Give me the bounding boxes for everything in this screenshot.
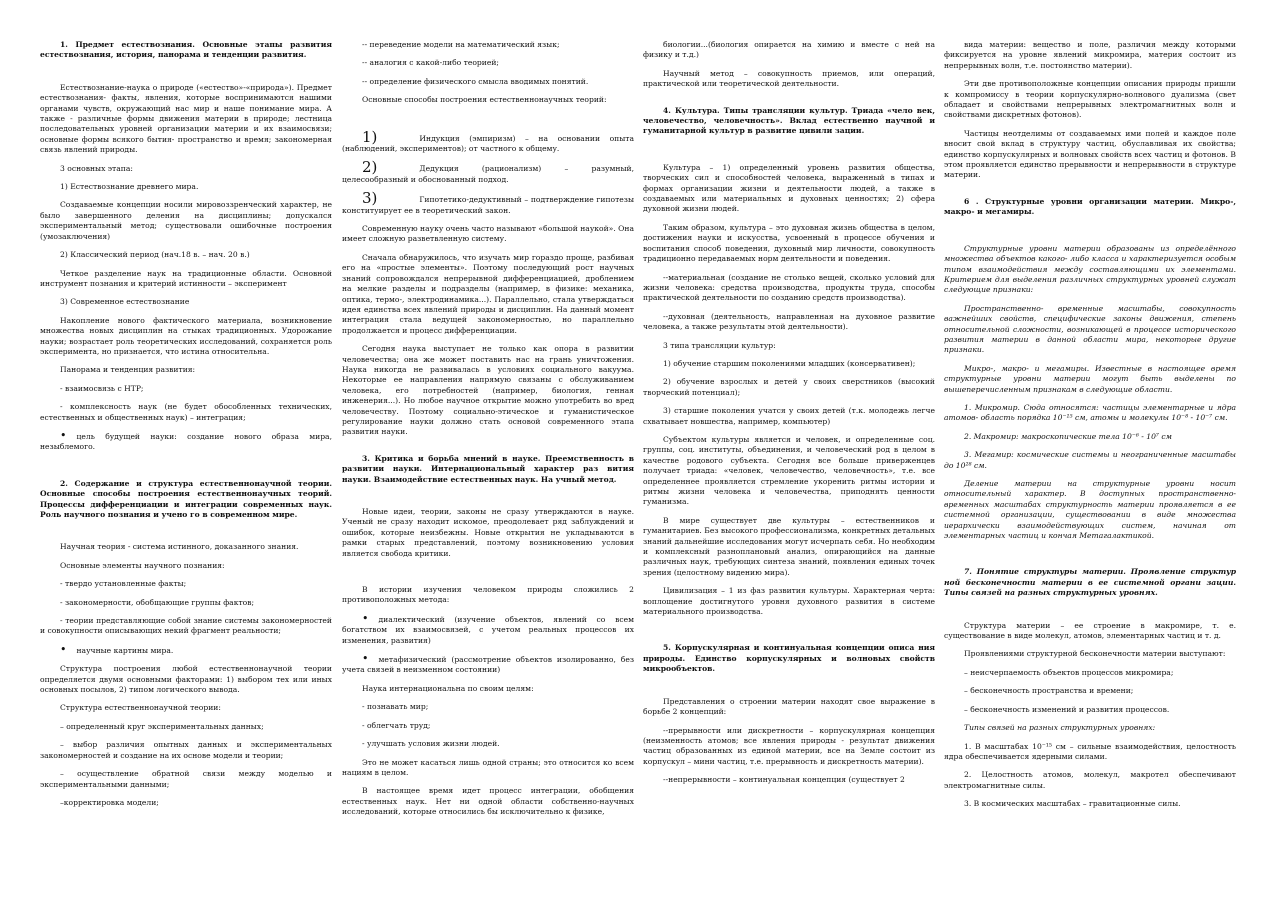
paragraph: Научная теория - система истинного, доказанного знания. bbox=[60, 542, 299, 552]
paragraph: Цивилизация – 1 из фаз развития культуры. Характерная черта: воплощение достигнутого уровня духовного развития в системе материального производства. bbox=[643, 586, 935, 617]
paragraph: Создаваемые концепции носили мировоззренческий характер, не было завершенного деления на дисциплины; допускался экспериментальный метод; существовали ошибочные построения (умозаключения) bbox=[40, 200, 332, 241]
item-text: Индукция (эмпиризм) – на основании опыта (наблюдений, экспериментов); от частного к общему. bbox=[342, 133, 634, 154]
paragraph: Основные элементы научного познания: bbox=[60, 560, 225, 570]
item-number: 2) bbox=[362, 158, 378, 177]
paragraph: --материальная (создание не столько вещей, сколько условий для жизни человека: средства производства, продукты труда, способы практической деятельности по созданию средств производства). bbox=[643, 272, 935, 303]
section-heading: 1. Предмет естествознания. Основные этапы развития естествознания, история, панорама и тенденции развития. bbox=[40, 40, 332, 60]
paragraph: Новые идеи, теории, законы не сразу утверждаются в науке. Ученый не сразу находит искомое, преодолевает ряд заблуждений и ошибок, которые неизбежны. Новые открытия не укладываются в рамки старых представлений, поэтому возникновению условия является свобода критики. bbox=[342, 507, 634, 558]
paragraph: Накопление нового фактического материала, возникновение множества новых дисциплин на стыках традиционных. Удорожание науки; возрастает роль теоретических исследований, сохраняется роль эксперимента, но признается, что истина относительна. bbox=[40, 315, 332, 356]
paragraph: 1) Естествознание древнего мира. bbox=[60, 182, 199, 192]
paragraph: 2. Макромир: макроскопические тела 10⁻⁶ - 10⁷ см bbox=[964, 431, 1172, 441]
item-text: Дедукция (рационализм) – разумный, целесообразный и обоснованный подход. bbox=[342, 164, 634, 184]
paragraph: Современную науку очень часто называют «большой наукой». Она имеет сложную разветвленную систему. bbox=[342, 224, 634, 244]
paragraph: Структура материи – ее строение в макромире, т. е. существование в виде молекул, атомов, элементарных частиц и т. д. bbox=[944, 620, 1236, 641]
paragraph: --прерывности или дискретности – корпускулярная концепция (неизменность атомов; все явления природы - результат движения частиц образованных из единой материи, все на Земле состоит из корпускул – мини частиц, т.е. прерывность и дискретность материи). bbox=[643, 725, 935, 766]
bullet-item: • диалектический (изучение объектов, явлений со всем богатством их взаимосвязей, с учетом реальных процессов их изменения, развития) bbox=[342, 614, 634, 646]
paragraph: 3 основных этапа: bbox=[60, 163, 133, 173]
bullet-item: • метафизический (рассмотрение объектов изолированно, без учета связей в неизменном состоянии) bbox=[342, 654, 634, 676]
paragraph: – бесконечность пространства и времени; bbox=[964, 686, 1134, 696]
paragraph: -- определение физического смысла вводимых понятий. bbox=[362, 76, 589, 86]
paragraph: 3. Мегамир: космические системы и неограниченные масштабы до 10²⁸ см. bbox=[944, 450, 1236, 470]
text-column-3 bbox=[643, 40, 935, 794]
paragraph: 2) Классический период (нач.18 в. – нач. 20 в.) bbox=[60, 250, 250, 260]
section-heading: 4. Культура. Типы трансляции культур. Триада «чело век, человечество, человечность». Вклад естественно научной и гуманитарной культур в развитие цивили зации. bbox=[643, 105, 935, 136]
paragraph: - комплексность наук (не будет обособленных технических, естественных и общественных наук) – интеграция; bbox=[40, 402, 332, 422]
paragraph: Это не может касаться лишь одной страны; это относится ко всем нациям в целом. bbox=[342, 757, 634, 777]
section-heading: 5. Корпускулярная и континуальная концепции описа ния природы. Единство корпускулярных и волновых свойств микрообъектов. bbox=[643, 643, 935, 674]
paragraph: Культура – 1) определенный уровень развития общества, творческих сил и способностей человека, выраженный в типах и формах организации жизни и деятельности людей, а также в создаваемых или материальных и духовных ценностях; 2) сфера духовной жизни людей. bbox=[643, 162, 935, 214]
paragraph: --непрерывности – континуальная концепция (существует 2 bbox=[663, 775, 905, 785]
paragraph: Структура построения любой естественнонаучной теории определяется двумя основными факторами: 1) выбором тех или иных основных посылов, 2) типом логического вывода. bbox=[40, 664, 332, 695]
section-heading: 2. Содержание и структура естественнонаучной теории. Основные способы построения естественнонаучных теорий. Процессы дифференциации и интеграции современных наук. Роль научного познания и учено го в современном мире. bbox=[40, 478, 332, 519]
paragraph: 3) Современное естествознание bbox=[60, 297, 190, 307]
bullet-item: • научные картины мира. bbox=[40, 645, 332, 656]
item-text: Гипотетико-дедуктивный – подтверждение гипотезы конституирует ее в теоретический закон. bbox=[342, 195, 634, 215]
paragraph: 2) обучение взрослых и детей у своих сверстников (высокий творческий потенциал); bbox=[643, 377, 935, 397]
paragraph: Структура естественнонаучной теории: bbox=[60, 703, 221, 713]
paragraph: вида материи: вещество и поле, различия между которыми фиксируется на уровне явлений микромира, материя состоит из непрерывных волн, т.е. постоянство материи). bbox=[944, 40, 1236, 70]
paragraph: – выбор различия опытных данных и экспериментальных закономерностей и создание на их основе модели и теории; bbox=[40, 740, 332, 760]
paragraph: Основные способы построения естественнонаучных теорий: bbox=[362, 95, 607, 105]
paragraph: 3 типа трансляции культур: bbox=[663, 340, 776, 350]
paragraph: Четкое разделение наук на традиционные области. Основной инструмент познания и критерий истинности – эксперимент bbox=[40, 268, 332, 288]
paragraph: -- переведение модели на математический язык; bbox=[362, 40, 560, 49]
text-column-4 bbox=[944, 40, 1236, 818]
paragraph: Сначала обнаружилось, что изучать мир гораздо проще, разбивая его на «простые элементы». Поэтому последующий рост научных знаний сопровождался непрерывной дифференциацией, дроблением на мелкие разделы и подразделы (например, в физике: механика, оптика, термо-, электродинамика...). Параллельно, стала утверждаться идея единства всех явлений природы и дисциплин. На данный момент интеграция стала ведущей закономерностью, но параллельно продолжается и процесс дифференциации. bbox=[342, 252, 634, 335]
section-heading: 7. Понятие структуры материи. Проявление структур ной бесконечности материи в ее системной органи зации. Типы связей на разных структурных уровнях. bbox=[944, 567, 1236, 598]
paragraph: биологии...(биология опирается на химию и вместе с ней на физику и т.д.) bbox=[643, 40, 935, 60]
paragraph: Частицы неотделимы от создаваемых ими полей и каждое поле вносит свой вклад в структуру частиц, обуславливая их свойства; единство корпускулярных и волновых свойств всех частиц и фотонов. В этом проявляется единство прерывности и непрерывности в структуре материи. bbox=[944, 128, 1236, 180]
paragraph: В мире существует две культуры – естественников и гуманитариев. Без высокого профессионализма, конкретных детальных знаний дальнейшие исследования могут исчерпать себя. Но необходим и комплексный разноплановый анализ, опирающийся на данные различных наук, требующих синтеза знаний, появления единых точек зрения (целостному видению мира). bbox=[643, 515, 935, 577]
paragraph: Структурные уровни материи образованы из определённого множества объектов какого- либо класса и характеризуется особым типом взаимодействия между составляющими их элементами. Критерием для выделения различных структурных уровней служат следующие признаки: bbox=[944, 243, 1236, 295]
paragraph: – осуществление обратной связи между моделью и экспериментальными данными; bbox=[40, 769, 332, 789]
paragraph: 1. Микромир. Сюда относятся: частицы элементарные и ядра атомов- область порядка 10⁻¹⁵ см, атомы и молекулы 10⁻⁸ - 10⁻⁷ см. bbox=[944, 402, 1236, 423]
section-heading: 3. Критика и борьба мнений в науке. Преемственность в развитии науки. Интернациональный характер раз вития науки. Взаимодействие естественных наук. На учный метод. bbox=[342, 453, 634, 484]
paragraph: - взаимосвязь с НТР; bbox=[60, 383, 144, 393]
text-column-1 bbox=[40, 40, 332, 816]
paragraph: - закономерности, обобщающие группы фактов; bbox=[60, 597, 255, 607]
section-heading: 6 . Структурные уровни организации материи. Микро-, макро- и мегамиры. bbox=[944, 196, 1236, 217]
paragraph: – неисчерпаемость объектов процессов микромира; bbox=[964, 667, 1174, 677]
paragraph: – бесконечность изменений и развития процессов. bbox=[964, 704, 1170, 714]
paragraph: В настоящее время идет процесс интеграции, обобщения естественных наук. Нет ни одной области собственно-научных исследований, которые относились бы исключительно к физике, bbox=[342, 786, 634, 817]
paragraph: Микро-, макро- и мегамиры. Известные в настоящее время структурные уровни материи могут быть выделены по вышеперечисленным признакам в следующие области. bbox=[944, 363, 1236, 394]
item-number: 1) bbox=[362, 127, 378, 146]
paragraph: - твердо установленные факты; bbox=[60, 579, 187, 589]
bullet-item: • цель будущей науки: создание нового образа мира, незыблемого. bbox=[40, 431, 332, 453]
paragraph: 3. В космических масштабах – гравитационные силы. bbox=[964, 799, 1181, 809]
paragraph: 1. В масштабах 10⁻¹⁵ см – сильные взаимодействия, целостность ядра обеспечивается ядерными силами. bbox=[944, 741, 1236, 761]
numbered-item bbox=[342, 127, 634, 155]
numbered-item bbox=[342, 189, 634, 216]
text-column-2 bbox=[342, 40, 634, 826]
paragraph: Представления о строении материи находят свое выражение в борьбе 2 концепций: bbox=[643, 696, 935, 717]
item-number: 3) bbox=[362, 189, 378, 208]
paragraph: 1) обучение старшим поколениями младших (консервативен); bbox=[663, 358, 916, 368]
paragraph: –корректировка модели; bbox=[60, 797, 159, 807]
paragraph: 2. Целостность атомов, молекул, макротел обеспечивают электромагнитные силы. bbox=[944, 770, 1236, 790]
paragraph: Панорама и тенденция развития: bbox=[60, 365, 196, 375]
paragraph: - познавать мир; bbox=[362, 702, 429, 712]
paragraph: - облегчать труд; bbox=[362, 720, 431, 730]
paragraph: В истории изучения человеком природы сложились 2 противоположных метода: bbox=[342, 585, 634, 605]
paragraph: Типы связей на разных структурных уровнях: bbox=[964, 723, 1156, 733]
paragraph: Пространственно- временные масштабы, совокупность важнейших свойств, специфические законы движения, степень относительной сложности, возникающей в процессе исторического развития материи в данной области мира, некоторые другие признаки. bbox=[944, 303, 1236, 355]
paragraph: -- аналогия с какой-либо теорией; bbox=[362, 58, 499, 68]
paragraph: Деление материи на структурные уровни носит относительный характер. В доступных пространственно-временных масштабах структурность материи проявляется в ее системной организации, существовании в виде множества иерархически взаимодействующих систем, начиная от элементарных частиц и кончая Метагалактикой. bbox=[944, 479, 1236, 541]
paragraph: Наука интернациональна по своим целям: bbox=[362, 683, 534, 693]
paragraph: - улучшать условия жизни людей. bbox=[362, 739, 500, 749]
paragraph: Сегодня наука выступает не только как опора в развитии человечества; она же может поставить нас на грань уничтожения. Наука никогда не развивалась в условиях социального вакуума. Некоторые ее направления напрямую связаны с обслуживанием человека, его потребностей (например, биология, генная инженерия...). Но любое научное открытие можно употребить во вред человечеству. Поэтому социально-этическое и гуманистическое регулирование науки должно стать основой современного этапа развития науки. bbox=[342, 344, 634, 437]
paragraph: Проявлениями структурной бесконечности материи выступают: bbox=[964, 649, 1226, 659]
paragraph: Субъектом культуры является и человек, и определенные соц. группы, соц. институты, объединения, и человеческий род в целом в качестве родового субъекта. Сегодня все больше приверженцев получает триада: «человек, человечество, человечность», т.е. все определеннее проявляется стремление укоренить ритмы истории и ритмы жизни человека и человечества, приподнять ценности гуманизма. bbox=[643, 434, 935, 507]
numbered-item bbox=[342, 158, 634, 185]
paragraph: Естествознание-наука о природе («естество»-«природа»). Предмет естествознания- факты, явления, которые воспринимаются нашими органами чувств, окружающий нас мир и наше понимание мира. А также - различные формы движения материи в природе; лестница последовательных уровней организации материи и их взаимосвязи; основные формы всякого бытия- пространство и время; закономерная связь явлений природы. bbox=[40, 82, 332, 155]
paragraph: --духовная (деятельность, направленная на духовное развитие человека, а также результаты этой деятельности). bbox=[643, 311, 935, 332]
paragraph: Эти две противоположные концепции описания природы пришли к компромиссу в теории корпускулярно-волнового дуализма (свет обладает и свойствами непрерывных электромагнитных волн и свойствами дискретных фотонов). bbox=[944, 79, 1236, 120]
paragraph: Научный метод – совокупность приемов, или операций, практической или теоретической деятельности. bbox=[643, 68, 935, 89]
paragraph: - теории представляющие собой знание системы закономерностей и совокупности описывающих некий фрагмент реальности; bbox=[40, 616, 332, 636]
paragraph: – определенный круг экспериментальных данных; bbox=[60, 721, 264, 731]
paragraph: 3) старшие поколения учатся у своих детей (т.к. молодежь легче схватывает новшества, например, компьютер) bbox=[643, 406, 935, 426]
paragraph: Таким образом, культура – это духовная жизнь общества в целом, достижения науки и искусства, усвоенный в процессе обучения и воспитания способ поведения, духовный мир личности, совокупность традиционно передаваемых норм деятельности и поведения. bbox=[643, 222, 935, 264]
